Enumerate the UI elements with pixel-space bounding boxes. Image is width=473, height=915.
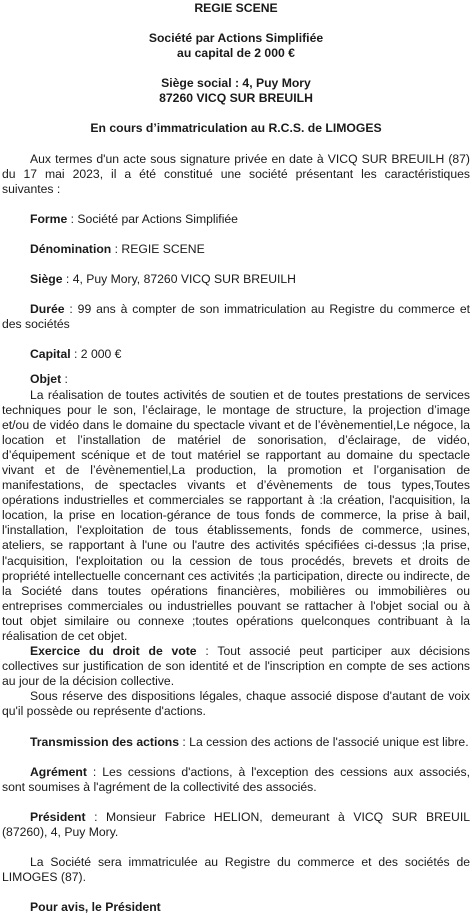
forme-value: : Société par Actions Simplifiée [67, 211, 238, 226]
transmission-label: Transmission des actions [30, 734, 180, 749]
signature-text: Pour avis, le Président [30, 900, 161, 915]
forme-paragraph [2, 212, 470, 227]
transmission-value: : La cession des actions de l'associé unique est libre. [179, 734, 469, 749]
siege-value: : 4, Puy Mory, 87260 VICQ SUR BREUILH [62, 272, 296, 287]
president-paragraph [2, 810, 470, 840]
intro-paragraph: Aux termes d'un acte sous signature privée en date à VICQ SUR BREUILH (87) du 17 mai 2023, il a été constitué une société présentant les caractéristiques suivantes : [2, 151, 470, 196]
legal-form-line: Société par Actions Simplifiée [148, 31, 324, 46]
registration-line: En cours d’immatriculation au R.C.S. de LIMOGES [90, 121, 382, 136]
capital-label: Capital [30, 347, 71, 362]
headquarters-block [2, 76, 470, 106]
agrement-label: Agrément [30, 764, 87, 779]
company-title: REGIE SCENE [194, 1, 278, 15]
legal-notice [0, 1, 473, 915]
headquarters-city-line: 87260 VICQ SUR BREUILH [159, 91, 313, 106]
president-label: Président [30, 809, 86, 824]
duree-paragraph [2, 302, 470, 332]
agrement-value: : Les cessions d'actions, à l'exception des cessions aux associés, sont soumises à l'agrément de la collectivité des associés. [2, 764, 470, 794]
president-value: : Monsieur Fabrice HELION, demeurant à VICQ SUR BREUIL (87260), 4, Puy Mory. [2, 809, 470, 839]
immatriculation-paragraph: La Société sera immatriculée au Registre du commerce et des sociétés de LIMOGES (87). [2, 855, 470, 885]
signature-line [2, 900, 470, 915]
duree-label: Durée [30, 302, 65, 317]
transmission-paragraph [2, 735, 470, 750]
denomination-paragraph [2, 242, 470, 257]
capital-line: au capital de 2 000 € [177, 46, 295, 61]
objet-suffix: : [61, 372, 68, 387]
denomination-value: : REGIE SCENE [111, 241, 205, 256]
vote-paragraph-2: Sous réserve des dispositions légales, chaque associé dispose d'autant de voix qu'il possède ou représente d'actions. [2, 689, 470, 719]
agrement-paragraph [2, 765, 470, 795]
capital-paragraph [2, 347, 470, 362]
vote-value: : Tout associé peut participer aux décisions collectives sur justification de son identité et de l'inscription en compte de ses actions au jour de la décision collective. [2, 644, 470, 689]
vote-label: Exercice du droit de vote [30, 644, 197, 659]
forme-label: Forme [30, 211, 68, 226]
objet-label: Objet [30, 372, 62, 387]
denomination-label: Dénomination [30, 241, 112, 256]
objet-paragraph: La réalisation de toutes activités de soutien et de toutes prestations de services techniques pour le son, l’éclairage, le montage de structure, la projection d’image et/ou de vidéo dans le domaine du spectacle vivant et de l’évènementiel,Le négoce, la location et l’installation de matériel de sonorisation, d’éclairage, de vidéo, d’équipement scénique et de tout matériel se rapportant au domaine du spectacle vivant et de l’évènementiel,La production, la promotion et l’organisation de manifestations, de spectacles vivants et d’évènements de tous types,Toutes opérations industrielles et commerciales se rapportant à :la création, l'acquisition, la location, la prise en location-gérance de tous fonds de commerce, la prise à bail, l'installation, l'exploitation de tous établissements, fonds de commerce, usines, ateliers, se rapportant à l'une ou l'autre des activités spécifiées ci-dessus ;la prise, l'acquisition, l'exploitation ou la cession de tous procédés, brevets et droits de propriété intellectuelle concernant ces activités ;la participation, directe ou indirecte, de la Société dans toutes opérations financières, mobilières ou immobilières ou entreprises commerciales ou industrielles pouvant se rattacher à l'objet social ou à tout objet similaire ou connexe ;toutes opérations quelconques contribuant à la réalisation de cet objet. [2, 387, 470, 643]
objet-heading [2, 372, 470, 387]
capital-value: : 2 000 € [70, 347, 122, 362]
headquarters-line: Siège social : 4, Puy Mory [161, 76, 311, 91]
siege-paragraph [2, 272, 470, 287]
legal-form-block [2, 31, 470, 61]
duree-value: : 99 ans à compter de son immatriculation au Registre du commerce et des sociétés [2, 302, 470, 332]
siege-label: Siège [30, 272, 63, 287]
vote-paragraph [2, 644, 470, 689]
